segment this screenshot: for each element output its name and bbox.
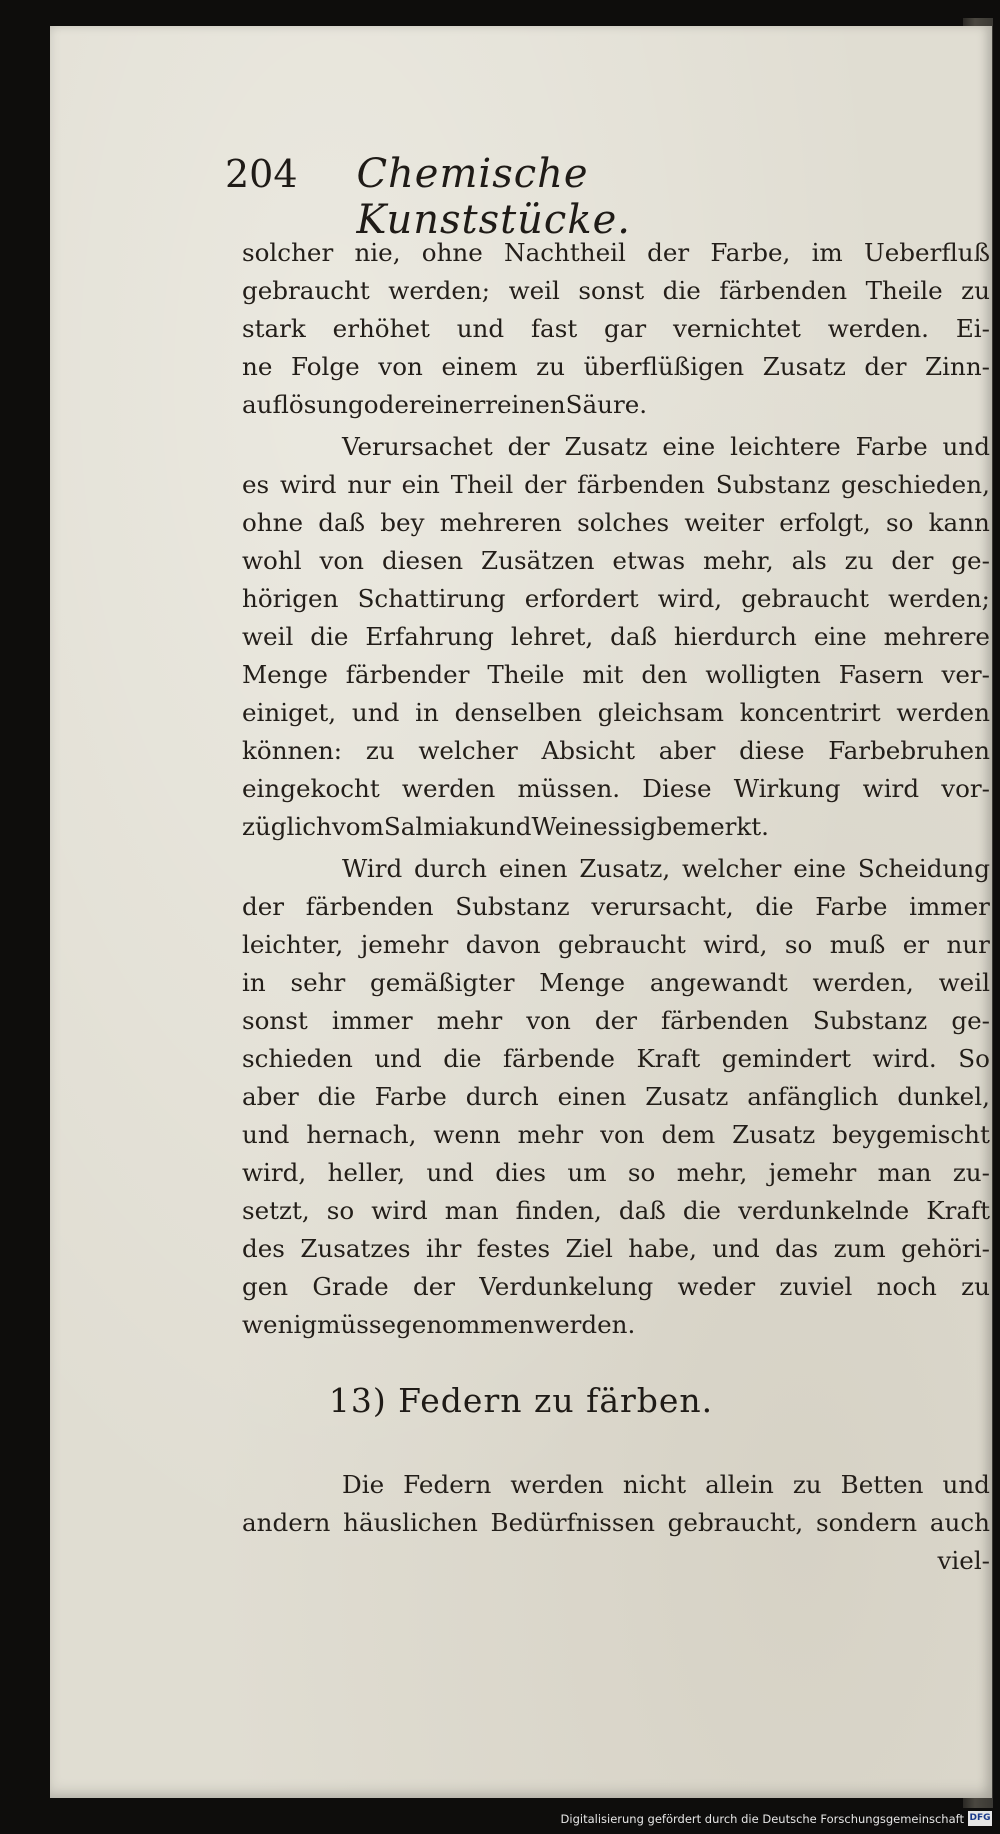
text-line: setzt, so wird man finden, daß die verdunkelnde Kraft [242, 1196, 990, 1225]
text-line: eingekocht werden müssen. Diese Wirkung wird vor- [242, 774, 990, 803]
text-line: hörigen Schattirung erfordert wird, gebraucht werden; [242, 584, 990, 613]
text-line: gebraucht werden; weil sonst die färbenden Theile zu [242, 276, 990, 305]
book-page [50, 26, 992, 1798]
text-line: andern häuslichen Bedürfnissen gebraucht, sondern auch [242, 1508, 990, 1537]
paragraph [242, 850, 990, 1344]
text-line: viel- [937, 1546, 990, 1575]
footer-bar [0, 1808, 1000, 1834]
text-line: in sehr gemäßigter Menge angewandt werden, weil [242, 968, 990, 997]
text-line: Menge färbender Theile mit den wolligten Fasern ver- [242, 660, 990, 689]
text-line: Die Federn werden nicht allein zu Betten und [342, 1470, 990, 1499]
body-text-section-13 [242, 1466, 990, 1580]
text-line: ohne daß bey mehreren solches weiter erfolgt, so kann [242, 508, 990, 537]
paragraph [242, 428, 990, 846]
paragraph [242, 234, 990, 424]
text-line: schieden und die färbende Kraft gemindert wird. So [242, 1044, 990, 1073]
body-text [242, 234, 990, 1344]
funding-credit: Digitalisierung gefördert durch die Deutsche Forschungsgemeinschaft [560, 1812, 964, 1826]
text-line: der färbenden Substanz verursacht, die Farbe immer [242, 892, 990, 921]
text-line: wenig müsse genommen werden. [242, 1310, 636, 1339]
text-line: solcher nie, ohne Nachtheil der Farbe, im Ueberfluß [242, 238, 990, 267]
text-line: des Zusatzes ihr festes Ziel habe, und das zum gehöri- [242, 1234, 990, 1263]
text-line: gen Grade der Verdunkelung weder zuviel noch zu [242, 1272, 990, 1301]
text-line: können: zu welcher Absicht aber diese Farbebruhen [242, 736, 990, 765]
text-line: züglich vom Salmiak und Weinessig bemerkt. [242, 812, 769, 841]
text-line: weil die Erfahrung lehret, daß hierdurch eine mehrere [242, 622, 990, 651]
text-line: ne Folge von einem zu überflüßigen Zusatz der Zinn- [242, 352, 990, 381]
page-number: 204 [225, 152, 298, 196]
text-line: aber die Farbe durch einen Zusatz anfänglich dunkel, [242, 1082, 990, 1111]
text-line: und hernach, wenn mehr von dem Zusatz beygemischt [242, 1120, 990, 1149]
running-title: Chemische Kunststücke. [356, 151, 631, 243]
text-line: auflösung oder einer reinen Säure. [242, 390, 648, 419]
text-line: einiget, und in denselben gleichsam koncentrirt werden [242, 698, 990, 727]
section-heading: 13) Federn zu färben. [328, 1381, 714, 1420]
text-line: Wird durch einen Zusatz, welcher eine Scheidung [342, 854, 990, 883]
page-header [225, 151, 845, 243]
text-line: es wird nur ein Theil der färbenden Substanz geschieden, [242, 470, 990, 499]
text-line: stark erhöhet und fast gar vernichtet werden. Ei- [242, 314, 990, 343]
text-line: leichter, jemehr davon gebraucht wird, so muß er nur [242, 930, 990, 959]
text-line: sonst immer mehr von der färbenden Substanz ge- [242, 1006, 990, 1035]
dfg-logo: DFG [968, 1811, 992, 1826]
text-line: wohl von diesen Zusätzen etwas mehr, als zu der ge- [242, 546, 990, 575]
text-line: Verursachet der Zusatz eine leichtere Farbe und [342, 432, 990, 461]
paragraph [242, 1466, 990, 1580]
text-line: wird, heller, und dies um so mehr, jemehr man zu- [242, 1158, 990, 1187]
